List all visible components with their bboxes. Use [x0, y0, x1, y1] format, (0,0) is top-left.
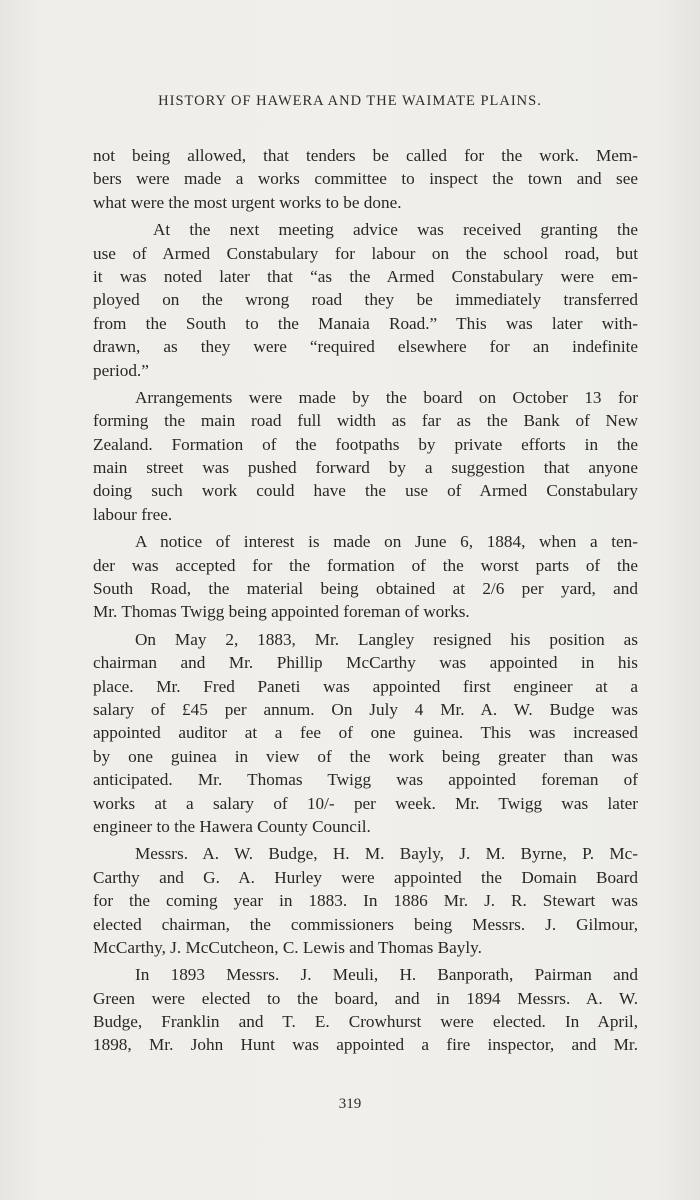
- text-line: from the South to the Manaia Road.” This was later with-: [93, 313, 638, 333]
- paragraph-4: [93, 530, 638, 624]
- paragraph-3: [93, 386, 638, 526]
- text-line: place. Mr. Fred Paneti was appointed first engineer at a: [93, 676, 638, 696]
- body-text: [93, 144, 638, 1057]
- text-line: chairman and Mr. Phillip McCarthy was appointed in his: [93, 653, 638, 673]
- text-line: On May 2, 1883, Mr. Langley resigned his position as: [135, 629, 638, 649]
- text-line: bers were made a works committee to inspect the town and see: [93, 169, 638, 189]
- text-line: engineer to the Hawera County Council.: [93, 816, 371, 836]
- text-line: Mr. Thomas Twigg being appointed foreman of works.: [93, 602, 470, 622]
- text-line: it was noted later that “as the Armed Constabulary were em-: [93, 266, 638, 286]
- page-number: 319: [338, 1096, 362, 1112]
- text-line: period.”: [93, 360, 149, 380]
- text-line: At the next meeting advice was received granting the: [153, 220, 638, 240]
- text-line: doing such work could have the use of Armed Constabulary: [93, 481, 638, 501]
- text-line: South Road, the material being obtained at 2/6 per yard, and: [93, 579, 638, 599]
- text-line: ployed on the wrong road they be immediately transferred: [93, 290, 638, 310]
- text-line: Green were elected to the board, and in 1894 Messrs. A. W.: [93, 988, 638, 1008]
- text-line: drawn, as they were “required elsewhere for an indefinite: [93, 337, 638, 357]
- text-line: 1898, Mr. John Hunt was appointed a fire inspector, and Mr.: [93, 1035, 638, 1055]
- text-line: appointed auditor at a fee of one guinea. This was increased: [93, 723, 638, 743]
- text-line: what were the most urgent works to be done.: [93, 192, 402, 212]
- text-line: works at a salary of 10/- per week. Mr. Twigg was later: [93, 793, 638, 813]
- text-line: labour free.: [93, 504, 173, 524]
- paragraph-5: [93, 628, 638, 839]
- text-line: elected chairman, the commissioners being Messrs. J. Gilmour,: [93, 914, 638, 934]
- text-line: Carthy and G. A. Hurley were appointed the Domain Board: [93, 867, 638, 887]
- text-line: use of Armed Constabulary for labour on the school road, but: [93, 243, 638, 263]
- paragraph-6: [93, 842, 638, 959]
- text-line: In 1893 Messrs. J. Meuli, H. Banporath, Pairman and: [135, 965, 638, 985]
- text-line: anticipated. Mr. Thomas Twigg was appointed foreman of: [93, 770, 638, 790]
- paragraph-2: [93, 218, 638, 382]
- text-line: by one guinea in view of the work being greater than was: [93, 746, 638, 766]
- text-line: Zealand. Formation of the footpaths by private efforts in the: [93, 434, 638, 454]
- text-line: Budge, Franklin and T. E. Crowhurst were elected. In April,: [93, 1012, 638, 1032]
- text-line: forming the main road full width as far as the Bank of New: [93, 411, 638, 431]
- running-head: HISTORY OF HAWERA AND THE WAIMATE PLAINS.: [158, 93, 542, 109]
- text-line: Arrangements were made by the board on October 13 for: [135, 387, 638, 407]
- text-line: not being allowed, that tenders be called for the work. Mem-: [93, 146, 638, 165]
- text-line: salary of £45 per annum. On July 4 Mr. A. W. Budge was: [93, 699, 638, 719]
- paragraph-7: [93, 963, 638, 1057]
- text-line: Messrs. A. W. Budge, H. M. Bayly, J. M. Byrne, P. Mc-: [135, 844, 638, 864]
- paragraph-1: [93, 144, 638, 214]
- text-line: main street was pushed forward by a suggestion that anyone: [93, 458, 638, 478]
- text-line: McCarthy, J. McCutcheon, C. Lewis and Thomas Bayly.: [93, 937, 482, 957]
- text-line: for the coming year in 1883. In 1886 Mr. J. R. Stewart was: [93, 891, 638, 911]
- text-line: der was accepted for the formation of the worst parts of the: [93, 555, 638, 575]
- text-line: A notice of interest is made on June 6, 1884, when a ten-: [135, 532, 638, 552]
